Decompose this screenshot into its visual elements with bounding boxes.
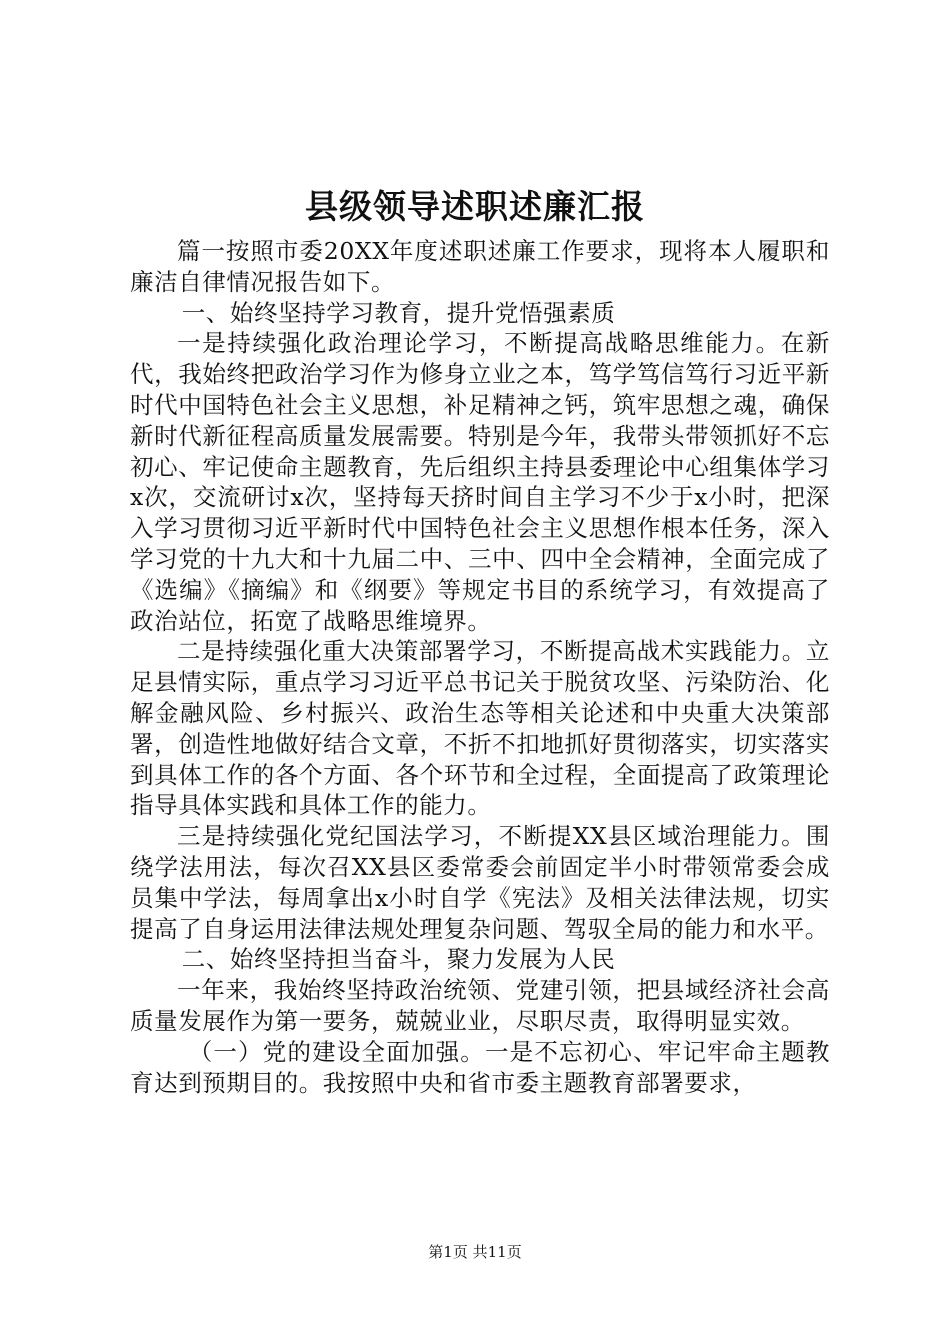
paragraph-intro: 篇一按照市委20XX年度述职述廉工作要求，现将本人履职和廉洁自律情况报告如下。 (130, 237, 830, 296)
section-heading-2: 二、始终坚持担当奋斗，聚力发展为人民 (181, 945, 616, 974)
paragraph-party-building: （一）党的建设全面加强。一是不忘初心、牢记牢命主题教育达到预期目的。我按照中央和省市委主题教育部署要求， (130, 1037, 830, 1097)
paragraph-year-summary: 一年来，我始终坚持政治统领、党建引领，把县域经济社会高质量发展作为第一要务，兢兢业业，尽职尽责，取得明显实效。 (130, 976, 830, 1035)
page-number: 第1页 共11页 (428, 1243, 522, 1261)
paragraph-study-theory: 一是持续强化政治理论学习，不断提高战略思维能力。在新代，我始终把政治学习作为修身立业之本，笃学笃信笃行习近平新时代中国特色社会主义思想，补足精神之钙，筑牢思想之魂，确保新时代新征程高质量发展需要。特别是今年，我带头带领抓好不忘初心、牢记使命主题教育，先后组织主持县委理论中心组集体学习x次，交流研讨x次，坚持每天挤时间自主学习不少于x小时，把深入学习贯彻习近平新时代中国特色社会主义思想作根本任务，深入学习党的十九大和十九届二中、三中、四中全会精神，全面完成了《选编》《摘编》和《纲要》等规定书目的系统学习，有效提高了政治站位，拓宽了战略思维境界。 (130, 329, 830, 635)
document-title: 县级领导述职述廉汇报 (305, 187, 645, 226)
paragraph-study-law: 三是持续强化党纪国法学习，不断提XX县区域治理能力。围绕学法用法，每次召XX县区委常委会前固定半小时带领常委会成员集中学法，每周拿出x小时自学《宪法》及相关法律法规，切实提高了自身运用法律法规处理复杂问题、驾驭全局的能力和水平。 (130, 822, 830, 943)
document-body (130, 236, 830, 1098)
section-heading-1: 一、始终坚持学习教育，提升党悟强素质 (181, 298, 616, 327)
paragraph-study-decisions: 二是持续强化重大决策部署学习，不断提高战术实践能力。立足县情实际，重点学习习近平总书记关于脱贫攻坚、污染防治、化解金融风险、乡村振兴、政治生态等相关论述和中央重大决策部署，创造性地做好结合文章，不折不扣地抓好贯彻落实，切实落实到具体工作的各个方面、各个环节和全过程，全面提高了政策理论指导具体实践和具体工作的能力。 (130, 637, 830, 820)
